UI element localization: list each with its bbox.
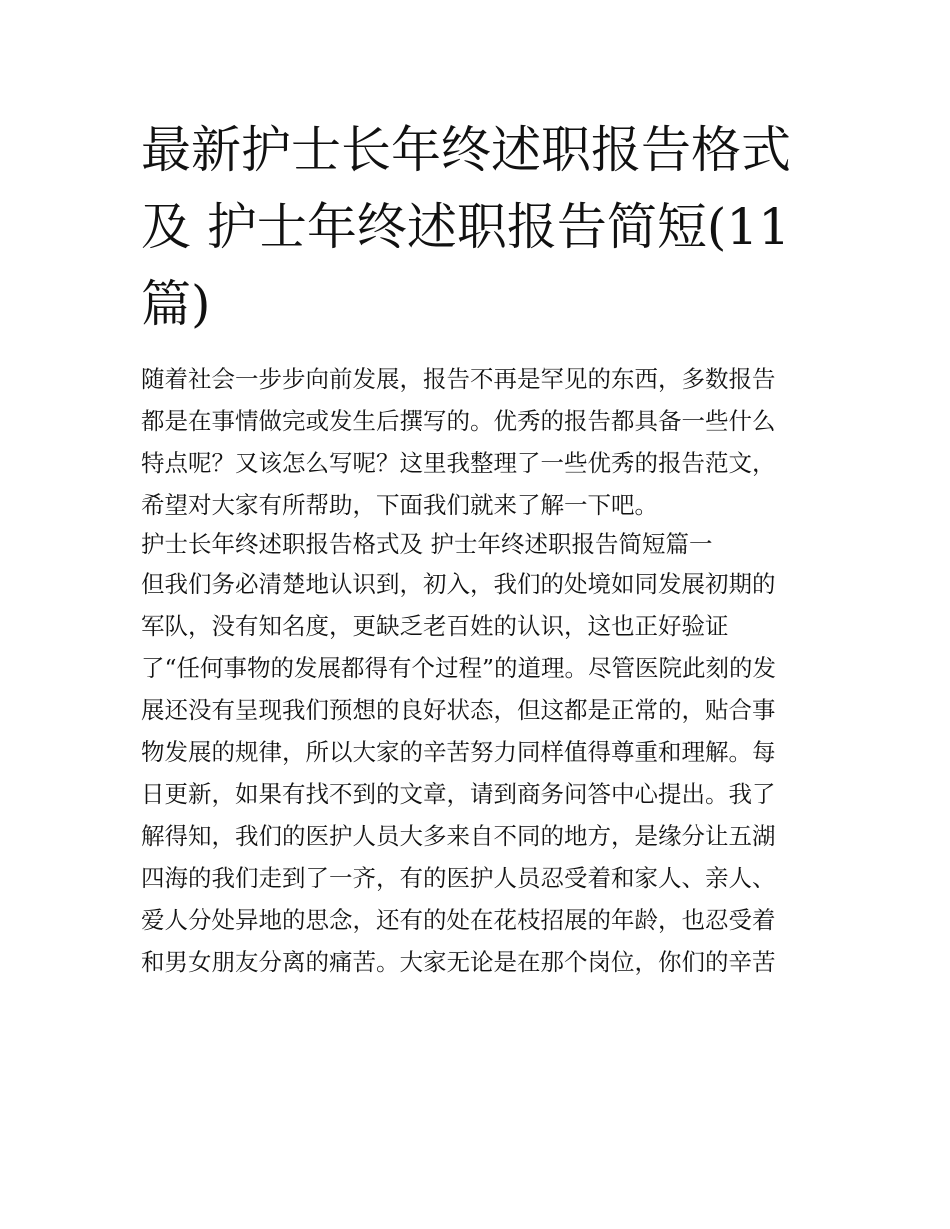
body-line: 军队，没有知名度，更缺乏老百姓的认识，这也正好验证 [141, 612, 729, 640]
document-title [141, 112, 821, 343]
body-line: 但我们务必清楚地认识到，初入，我们的处境如同发展初期的 [141, 570, 776, 598]
title-line: 最新护士长年终述职报告格式 [141, 121, 791, 179]
body-line: 展还没有呈现我们预想的良好状态，但这都是正常的，贴合事 [141, 696, 776, 724]
body-line: 日更新，如果有找不到的文章，请到商务问答中心提出。我了 [141, 780, 776, 808]
body-line: 都是在事情做完或发生后撰写的。优秀的报告都具备一些什么 [141, 407, 776, 435]
body-line: 特点呢？又该怎么写呢？这里我整理了一些优秀的报告范文， [141, 449, 776, 477]
body-line: 解得知，我们的医护人员大多来自不同的地方，是缘分让五湖 [141, 822, 776, 850]
body-line: 物发展的规律，所以大家的辛苦努力同样值得尊重和理解。每 [141, 738, 776, 766]
body-line: 了“任何事物的发展都得有个过程”的道理。尽管医院此刻的发 [141, 654, 777, 682]
document-body [141, 358, 821, 983]
body-line: 和男女朋友分离的痛苦。大家无论是在那个岗位，你们的辛苦 [141, 948, 776, 976]
body-line: 爱人分处异地的思念，还有的处在花枝招展的年龄，也忍受着 [141, 906, 776, 934]
body-line: 希望对大家有所帮助，下面我们就来了解一下吧。 [141, 491, 658, 519]
body-line: 随着社会一步步向前发展，报告不再是罕见的东西，多数报告 [141, 365, 776, 393]
section-heading: 护士长年终述职报告格式及 护士年终述职报告简短篇一 [141, 530, 713, 558]
title-line: 及 护士年终述职报告简短(11 [141, 198, 791, 256]
title-line: 篇) [141, 275, 211, 333]
body-line: 四海的我们走到了一齐，有的医护人员忍受着和家人、亲人、 [141, 864, 776, 892]
